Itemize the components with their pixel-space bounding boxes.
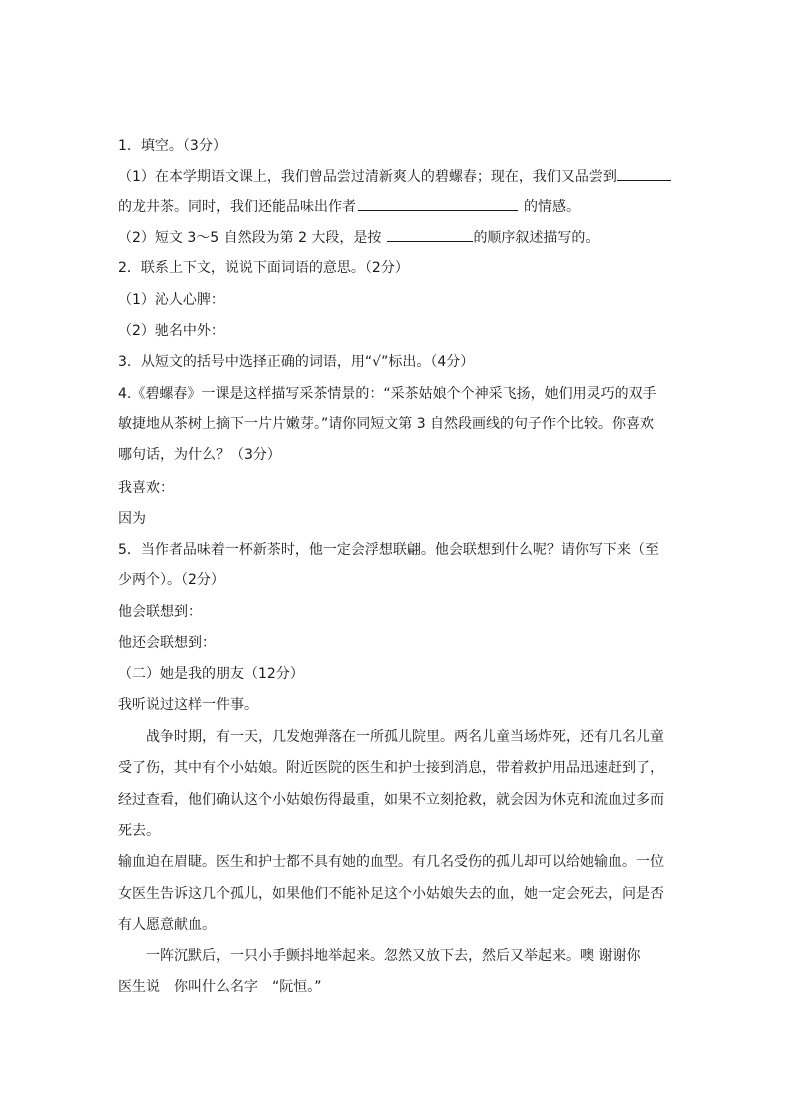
q4-line2: 敏捷地从茶树上摘下一片片嫩芽。”请你同短文第 3 自然段画线的句子作个比较。你喜欢 <box>118 416 655 432</box>
q1-sub2-text-b: 的顺序叙述描写的。 <box>473 230 600 246</box>
section2-title: （二）她是我的朋友（12分） <box>118 666 304 682</box>
q1-title: 1．填空。（3分） <box>118 138 227 154</box>
answer-blank[interactable] <box>358 196 518 211</box>
q1-sub1-text-c: 的情感。 <box>524 199 580 215</box>
answer-blank[interactable] <box>617 166 671 181</box>
passage-p2-line3: 有人愿意献血。 <box>118 917 216 933</box>
q4-because-label: 因为 <box>118 511 146 527</box>
q4-line1: 4.《碧螺春》一课是这样描写采茶情景的：“采茶姑娘个个神采飞扬，她们用灵巧的双手 <box>118 386 657 402</box>
passage-p2-line2: 女医生告诉这几个孤儿，如果他们不能补足这个小姑娘失去的血，她一定会死去，问是否 <box>118 886 664 902</box>
q1-sub1-line2 <box>118 196 580 217</box>
section2-intro: 我听说过这样一件事。 <box>118 697 258 713</box>
q2-item1: （1）沁人心脾： <box>118 292 225 308</box>
passage-p1-line3: 经过查看，他们确认这个小姑娘伤得最重，如果不立刻抢救，就会因为休克和流血过多而 <box>118 792 664 808</box>
q5-line2: 少两个）。（2分） <box>118 572 225 588</box>
q1-sub2-line <box>118 227 599 248</box>
q4-like-label: 我喜欢： <box>118 480 174 496</box>
passage-p3-line2: 医生说 你叫什么名字 “阮恒。” <box>118 979 322 995</box>
q1-sub1-text-b: 的龙井茶。同时，我们还能品味出作者 <box>118 199 356 215</box>
passage-p3-line1: 一阵沉默后，一只小手颤抖地举起来。忽然又放下去，然后又举起来。噢 谢谢你 <box>146 948 641 964</box>
passage-p1-line1: 战争时期，有一天，几发炮弹落在一所孤儿院里。两名儿童当场炸死，还有几名儿童 <box>146 729 664 745</box>
q1-sub2-text-a: （2）短文 3～5 自然段为第 2 大段，是按 <box>118 230 382 246</box>
answer-blank[interactable] <box>387 227 473 242</box>
passage-p1-line2: 受了伤，其中有个小姑娘。附近医院的医生和护士接到消息，带着救护用品迅速赶到了， <box>118 760 664 776</box>
q2-title: 2．联系上下文，说说下面词语的意思。（2分） <box>118 260 409 276</box>
passage-p2-line1: 输血迫在眉睫。医生和护士都不具有她的血型。有几名受伤的孤儿却可以给她输血。一位 <box>118 854 664 870</box>
passage-p1-line4: 死去。 <box>118 823 160 839</box>
q1-sub1-line1 <box>118 166 671 187</box>
q5-answer2-label: 他还会联想到： <box>118 635 216 651</box>
q3-title: 3．从短文的括号中选择正确的词语，用“√”标出。（4分） <box>118 354 475 370</box>
q2-item2: （2）驰名中外： <box>118 323 225 339</box>
q4-line3: 哪句话，为什么？（3分） <box>118 447 281 463</box>
q5-line1: 5．当作者品味着一杯新茶时，他一定会浮想联翩。他会联想到什么呢？请你写下来（至 <box>118 542 659 558</box>
q5-answer1-label: 他会联想到： <box>118 604 202 620</box>
q1-sub1-text-a: （1）在本学期语文课上，我们曾品尝过清新爽人的碧螺春；现在，我们又品尝到 <box>118 169 617 185</box>
